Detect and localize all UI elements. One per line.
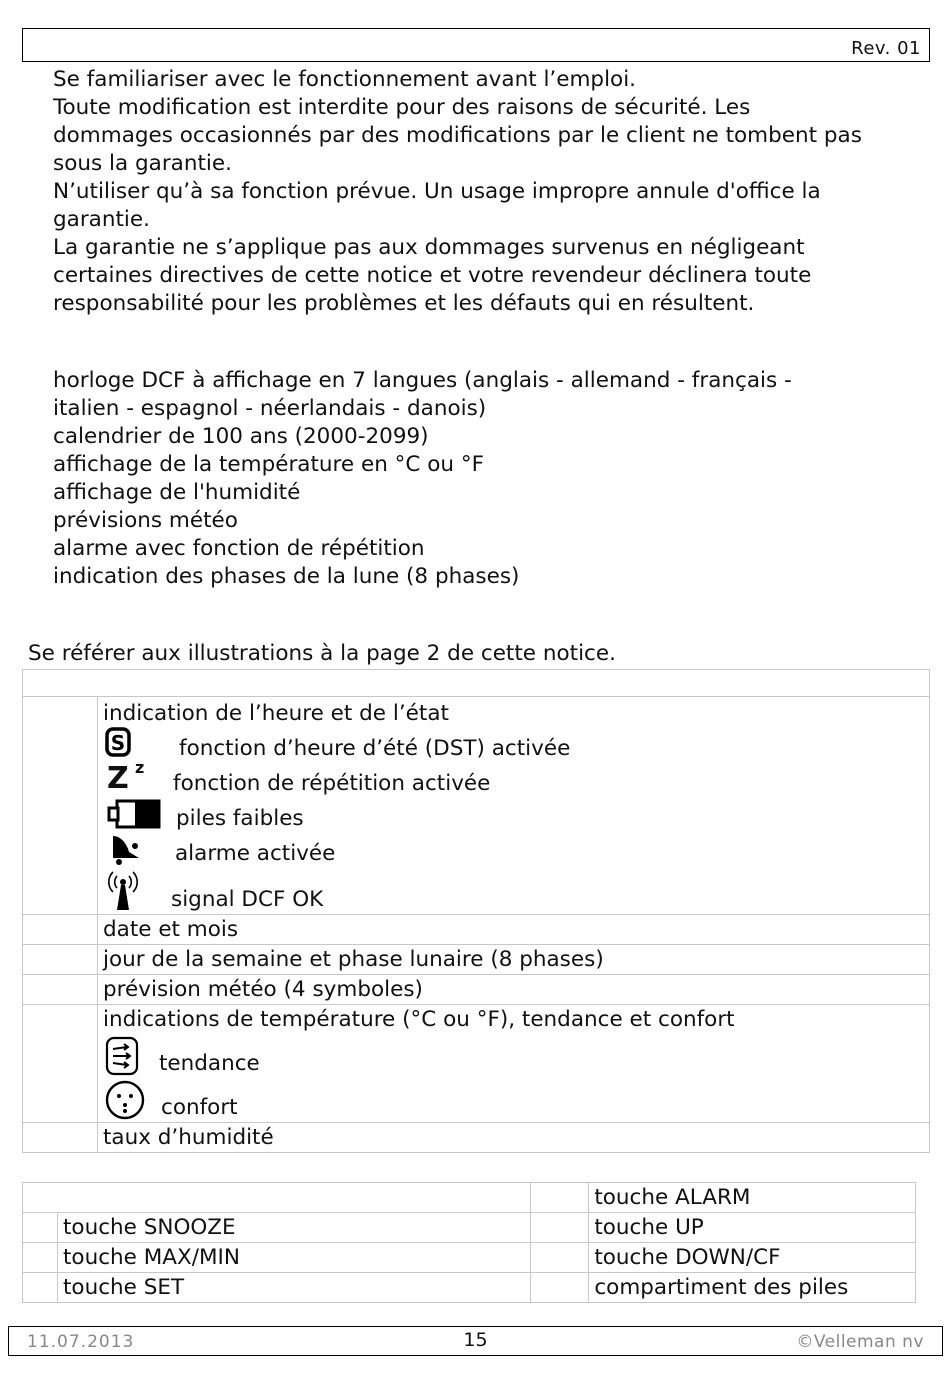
humidity-cell: taux d’humidité xyxy=(98,1123,930,1153)
feature-line: affichage de l'humidité xyxy=(53,480,301,505)
table-row xyxy=(23,697,930,915)
key-set: touche SET xyxy=(58,1273,531,1303)
trend-icon xyxy=(103,1036,159,1078)
key-downcf: touche DOWN/CF xyxy=(589,1243,916,1273)
features-list xyxy=(53,367,792,591)
table-row xyxy=(23,1183,916,1213)
snooze-label: fonction de répétition activée xyxy=(173,771,491,796)
page-header xyxy=(22,28,930,62)
buttons-table xyxy=(22,1182,916,1303)
text-line: sous la garantie. xyxy=(53,151,232,176)
dcf-signal-icon xyxy=(103,870,165,914)
bell-icon xyxy=(103,834,165,868)
feature-line: horloge DCF à affichage en 7 langues (anglais - allemand - français - xyxy=(53,368,792,393)
weekday-moon-cell: jour de la semaine et phase lunaire (8 phases) xyxy=(98,945,930,975)
svg-text:S: S xyxy=(110,731,126,755)
forecast-cell: prévision météo (4 symboles) xyxy=(98,975,930,1005)
text-line: N’utiliser qu’à sa fonction prévue. Un usage impropre annule d'office la xyxy=(53,179,821,204)
text-line: garantie. xyxy=(53,207,150,232)
dst-row xyxy=(103,728,924,763)
time-status-label: indication de l’heure et de l’état xyxy=(103,701,449,726)
table-row xyxy=(23,1123,930,1153)
revision-label: Rev. 01 xyxy=(851,38,921,59)
comfort-label: confort xyxy=(161,1095,238,1120)
alarm-row xyxy=(103,833,924,868)
battery-low-icon xyxy=(103,799,165,833)
text-line: Toute modification est interdite pour des raisons de sécurité. Les xyxy=(53,95,751,120)
feature-line: italien - espagnol - néerlandais - danois) xyxy=(53,396,487,421)
feature-line: calendrier de 100 ans (2000-2099) xyxy=(53,424,429,449)
safety-instructions xyxy=(53,66,862,318)
date-month-cell: date et mois xyxy=(98,915,930,945)
key-up: touche UP xyxy=(589,1213,916,1243)
battery-row xyxy=(103,798,924,833)
text-line: certaines directives de cette notice et votre revendeur déclinera toute xyxy=(53,263,812,288)
table-row xyxy=(23,915,930,945)
display-parts-table xyxy=(22,669,930,1153)
temperature-label: indications de température (°C ou °F), tendance et confort xyxy=(103,1007,735,1032)
text-line: Se familiariser avec le fonctionnement avant l’emploi. xyxy=(53,67,637,92)
battery-label: piles faibles xyxy=(176,806,304,831)
face-icon xyxy=(103,1080,161,1122)
table-row xyxy=(23,975,930,1005)
snooze-row xyxy=(103,758,924,798)
dcf-label: signal DCF OK xyxy=(171,887,324,912)
table-row xyxy=(23,1005,930,1123)
dst-icon xyxy=(103,729,165,763)
footer-copyright: ©Velleman nv xyxy=(796,1332,924,1352)
table-row xyxy=(23,1243,916,1273)
feature-line: prévisions météo xyxy=(53,508,238,533)
text-line: dommages occasionnés par des modifications par le client ne tombent pas xyxy=(53,123,862,148)
alarm-label: alarme activée xyxy=(175,841,336,866)
key-maxmin: touche MAX/MIN xyxy=(58,1243,531,1273)
snooze-icon: Z z xyxy=(107,758,145,796)
refer-illustrations: Se référer aux illustrations à la page 2 de cette notice. xyxy=(28,641,616,666)
dst-label: fonction d’heure d’été (DST) activée xyxy=(179,736,571,761)
feature-line: affichage de la température en °C ou °F xyxy=(53,452,484,477)
battery-compartment: compartiment des piles xyxy=(589,1273,916,1303)
key-alarm: touche ALARM xyxy=(589,1183,916,1213)
trend-row xyxy=(103,1034,924,1078)
feature-line: alarme avec fonction de répétition xyxy=(53,536,425,561)
table-row xyxy=(23,1273,916,1303)
key-snooze: touche SNOOZE xyxy=(58,1213,531,1243)
text-line: La garantie ne s’applique pas aux dommages survenus en négligeant xyxy=(53,235,805,260)
feature-line: indication des phases de la lune (8 phases) xyxy=(53,564,520,589)
table-header-row xyxy=(23,670,930,697)
footer-date: 11.07.2013 xyxy=(27,1332,135,1352)
page-footer xyxy=(8,1326,943,1356)
table-row xyxy=(23,945,930,975)
page-number: 15 xyxy=(463,1329,488,1351)
text-line: responsabilité pour les problèmes et les défauts qui en résultent. xyxy=(53,291,755,316)
comfort-row xyxy=(103,1078,924,1122)
dcf-row xyxy=(103,868,924,914)
table-row xyxy=(23,1213,916,1243)
trend-label: tendance xyxy=(159,1051,260,1076)
